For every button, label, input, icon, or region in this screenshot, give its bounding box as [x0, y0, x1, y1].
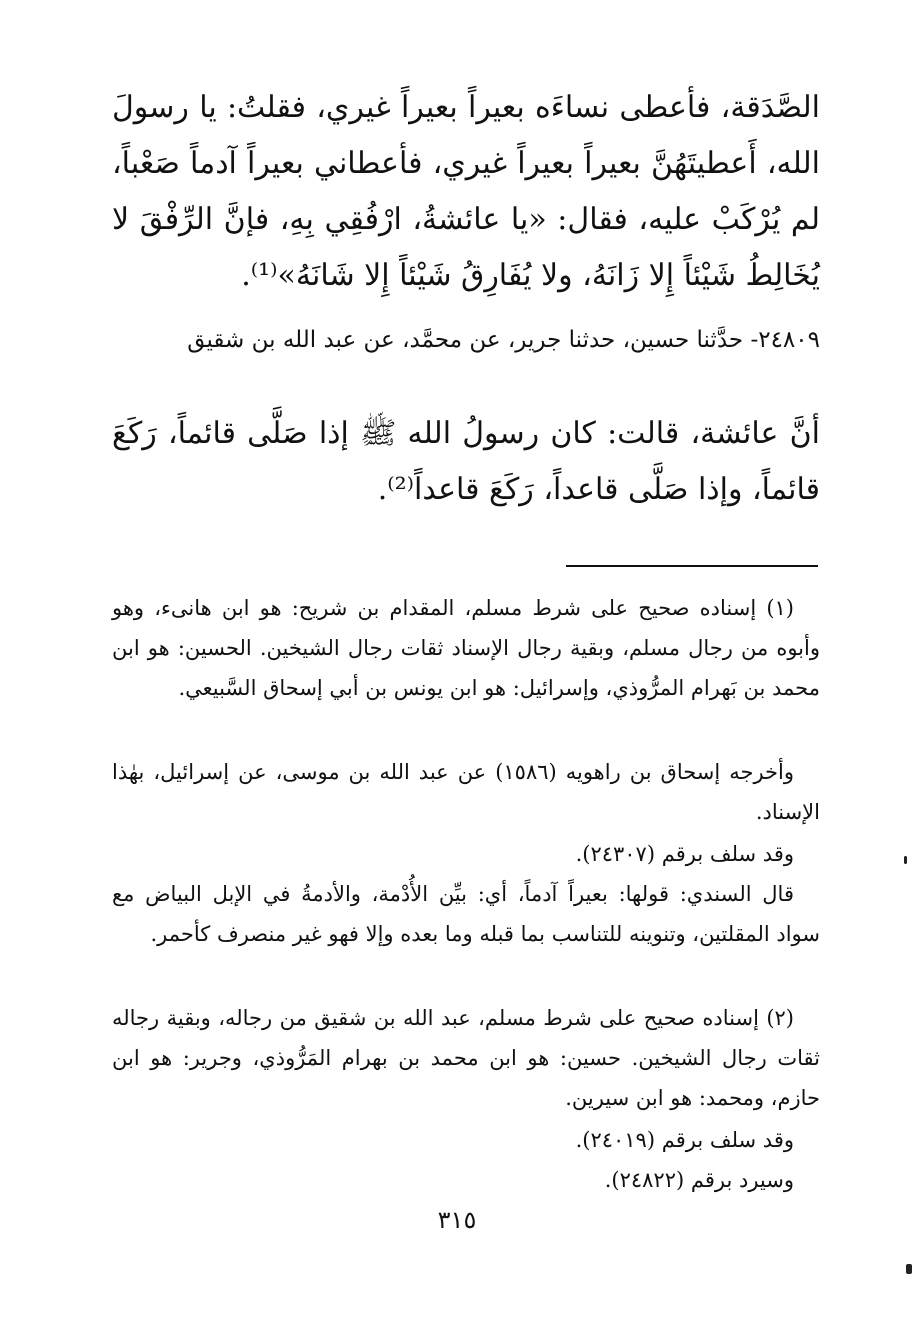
footnote-2-salaf: وقد سلف برقم (٢٤٠١٩).: [575, 1128, 794, 1152]
hadith-isnad-line: ٢٤٨٠٩- حدَّثنا حسين، حدثنا جرير، عن محمَّد، عن عبد الله بن شقيق: [187, 327, 820, 353]
footnote-1-takhrij: وأخرجه إسحاق بن راهويه (١٥٨٦) عن عبد الله بن موسى، عن إسرائيل، بهٰذا الإسناد.: [112, 760, 820, 824]
main-paragraph-1: الصَّدَقة، فأعطى نساءَه بعيراً بعيراً غيري، فقلتُ: يا رسولَ الله، أَعطيتَهُنَّ بعيراً بعيراً غيري، فأعطاني بعيراً آدماً صَعْباً، لم يُرْكَبْ عليه، فقال: «يا عائشةُ، ارْفُقِي بِهِ، فإنَّ الرِّفْقَ لا يُخَالِطُ شَيْئاً إِلا زَانَهُ، ولا يُفَارِقُ شَيْئاً إِلا شَانَهُ»⁽¹⁾.: [112, 90, 820, 293]
scan-edge-mark: [906, 1264, 912, 1274]
page-number: ٣١٥: [437, 1206, 477, 1234]
footnote-1-isnad: (١) إسناده صحيح على شرط مسلم، المقدام بن شريح: هو ابن هانىء، وهو وأبوه من رجال مسلم، وبقية رجال الإسناد ثقات رجال الشيخين. الحسين: هو ابن محمد بن بَهرام المرُّوذي، وإسرائيل: هو ابن يونس بن أبي إسحاق السَّبيعي.: [112, 596, 820, 700]
scan-edge-mark: [904, 856, 907, 864]
footnote-2-isnad: (٢) إسناده صحيح على شرط مسلم، عبد الله بن شقيق من رجاله، وبقية رجاله ثقات رجال الشيخين. حسين: هو ابن محمد بن بهرام المَرُّوذي، وجرير: هو ابن حازم، ومحمد: هو ابن سيرين.: [112, 1006, 820, 1110]
footnote-2-sayarid: وسيرد برقم (٢٤٨٢٢).: [604, 1168, 794, 1192]
main-paragraph-2: أنَّ عائشة، قالت: كان رسولُ الله ﷺ إذا صَلَّى قائماً، رَكَعَ قائماً، وإذا صَلَّى قاعداً، رَكَعَ قاعداً⁽²⁾.: [112, 416, 820, 507]
footnote-1-salaf: وقد سلف برقم (٢٤٣٠٧).: [575, 842, 794, 866]
footnote-1-sindi: قال السندي: قولها: بعيراً آدماً، أي: بيِّن الأُدْمة، والأدمةُ في الإبل البياض مع سواد المقلتين، وتنوينه للتناسب بما قبله وما بعده وإلا فهو غير منصرف كأحمر.: [112, 882, 820, 946]
footnote-divider: [566, 565, 818, 567]
